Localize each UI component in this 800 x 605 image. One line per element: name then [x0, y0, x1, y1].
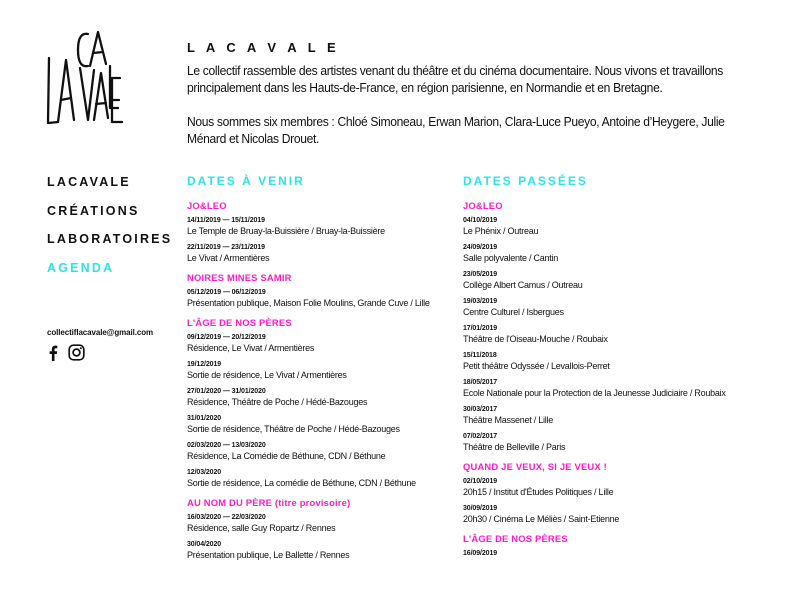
upcoming-dates: [187, 173, 477, 569]
event-desc: Le Phénix / Outreau: [463, 226, 539, 236]
event-item: [187, 288, 477, 309]
event-item: [187, 468, 477, 489]
past-dates: [463, 173, 753, 566]
event-date: 23/05/2019: [463, 271, 498, 278]
facebook-icon[interactable]: [48, 345, 58, 366]
event-date: 16/03/2020 — 22/03/2020: [187, 514, 266, 521]
event-item: [187, 243, 477, 264]
event-item: [463, 243, 753, 264]
event-item: [463, 216, 753, 237]
event-date: 14/11/2019 — 15/11/2019: [187, 217, 265, 224]
event-desc: Sortie de résidence, La comédie de Béthune, CDN / Béthune: [187, 478, 416, 488]
show-block: [463, 533, 753, 558]
event-date: 09/12/2019 — 20/12/2019: [187, 334, 266, 341]
show-block: [463, 200, 753, 453]
event-item: [187, 441, 477, 462]
nav-item-lacavale[interactable]: LACAVALE: [47, 175, 131, 189]
instagram-icon[interactable]: [68, 344, 85, 366]
event-desc: Théâtre de Belleville / Paris: [463, 442, 566, 452]
event-desc: 20h30 / Cinéma Le Méliès / Saint-Etienne: [463, 514, 620, 524]
intro-paragraph: Le collectif rassemble des artistes venant du théâtre et du cinéma documentaire. Nous vivons et travaillons principalement dans les Hauts-de-France, en région parisienne, en Normandie et en Bretagne.: [187, 64, 723, 95]
event-desc: Théâtre de l'Oiseau-Mouche / Roubaix: [463, 334, 608, 344]
event-date: 30/09/2019: [463, 505, 498, 512]
event-date: 19/03/2019: [463, 298, 498, 305]
event-date: 31/01/2020: [187, 415, 222, 422]
event-item: [187, 414, 477, 435]
event-date: 05/12/2019 — 06/12/2019: [187, 289, 266, 296]
event-item: [187, 360, 477, 381]
event-date: 22/11/2019 — 23/11/2019: [187, 244, 265, 251]
event-desc: 20h15 / Institut d'Études Politiques / Lille: [463, 487, 614, 497]
show-title[interactable]: L'ÂGE DE NOS PÈRES: [463, 533, 568, 544]
show-block: [187, 317, 477, 489]
event-item: [187, 540, 477, 561]
event-desc: Le Vivat / Armentières: [187, 253, 270, 263]
event-item: [463, 477, 753, 498]
show-title[interactable]: QUAND JE VEUX, SI JE VEUX !: [463, 461, 607, 472]
event-item: [463, 378, 753, 399]
event-desc: Salle polyvalente / Cantin: [463, 253, 559, 263]
event-date: 30/04/2020: [187, 541, 222, 548]
social-links: [48, 344, 85, 366]
event-date: 24/09/2019: [463, 244, 498, 251]
show-block: [187, 200, 477, 264]
show-title[interactable]: NOIRES MINES SAMIR: [187, 272, 292, 283]
event-desc: Ecole Nationale pour la Protection de la Jeunesse Judiciaire / Roubaix: [463, 388, 726, 398]
event-date: 30/03/2017: [463, 406, 498, 413]
contact-email[interactable]: collectiflacavale@gmail.com: [47, 328, 154, 337]
show-block: [187, 497, 477, 561]
event-date: 18/05/2017: [463, 379, 498, 386]
event-item: [463, 432, 753, 453]
event-date: 02/03/2020 — 13/03/2020: [187, 442, 266, 449]
intro-text: [187, 63, 725, 165]
nav-item-agenda[interactable]: AGENDA: [47, 260, 115, 275]
lacavale-logo-icon: [44, 28, 124, 128]
nav-item-laboratoires[interactable]: LABORATOIRES: [47, 232, 173, 246]
event-item: [187, 513, 477, 534]
nav-item-creations[interactable]: CRÉATIONS: [47, 203, 140, 218]
event-desc: Le Temple de Bruay-la-Buissière / Bruay-la-Buissière: [187, 226, 385, 236]
show-title[interactable]: L'ÂGE DE NOS PÈRES: [187, 317, 292, 328]
event-date: 19/12/2019: [187, 361, 222, 368]
event-date: 12/03/2020: [187, 469, 222, 476]
show-block: [187, 272, 477, 309]
event-item: [463, 504, 753, 525]
past-heading: DATES PASSÉES: [463, 174, 588, 188]
event-item: [463, 549, 753, 558]
event-item: [187, 333, 477, 354]
event-desc: Sortie de résidence, Théâtre de Poche / Hédé-Bazouges: [187, 424, 400, 434]
event-date: 07/02/2017: [463, 433, 498, 440]
event-item: [187, 216, 477, 237]
event-desc: Centre Culturel / Isbergues: [463, 307, 564, 317]
event-item: [463, 324, 753, 345]
event-date: 02/10/2019: [463, 478, 498, 485]
event-desc: Présentation publique, Le Ballette / Rennes: [187, 550, 350, 560]
event-date: 04/10/2019: [463, 217, 498, 224]
event-desc: Résidence, La Comédie de Béthune, CDN / Béthune: [187, 451, 386, 461]
event-desc: Théâtre Massenet / Lille: [463, 415, 554, 425]
event-date: 16/09/2019: [463, 550, 498, 557]
event-desc: Collège Albert Camus / Outreau: [463, 280, 583, 290]
site-logo[interactable]: [44, 28, 124, 128]
event-desc: Résidence, Théâtre de Poche / Hédé-Bazouges: [187, 397, 368, 407]
show-block: [463, 461, 753, 525]
page-title: L A C A V A L E: [187, 40, 340, 55]
event-desc: Présentation publique, Maison Folie Moulins, Grande Cuve / Lille: [187, 298, 430, 308]
event-date: 15/11/2018: [463, 352, 497, 359]
event-desc: Résidence, salle Guy Ropartz / Rennes: [187, 523, 336, 533]
event-date: 27/01/2020 — 31/01/2020: [187, 388, 266, 395]
upcoming-heading: DATES À VENIR: [187, 174, 305, 188]
event-date: 17/01/2019: [463, 325, 498, 332]
event-item: [187, 387, 477, 408]
event-desc: Sortie de résidence, Le Vivat / Armentières: [187, 370, 347, 380]
event-item: [463, 297, 753, 318]
show-title[interactable]: JO&LEO: [463, 200, 503, 211]
event-item: [463, 405, 753, 426]
event-desc: Petit théâtre Odyssée / Levallois-Perret: [463, 361, 610, 371]
event-item: [463, 270, 753, 291]
show-title[interactable]: AU NOM DU PÈRE (titre provisoire): [187, 497, 351, 508]
event-desc: Résidence, Le Vivat / Armentières: [187, 343, 315, 353]
intro-paragraph: Nous sommes six membres : Chloé Simoneau, Erwan Marion, Clara-Luce Pueyo, Antoine d’Heygere, Julie Ménard et Nicolas Drouet.: [187, 115, 725, 146]
main-nav: [47, 175, 172, 289]
show-title[interactable]: JO&LEO: [187, 200, 227, 211]
event-item: [463, 351, 753, 372]
